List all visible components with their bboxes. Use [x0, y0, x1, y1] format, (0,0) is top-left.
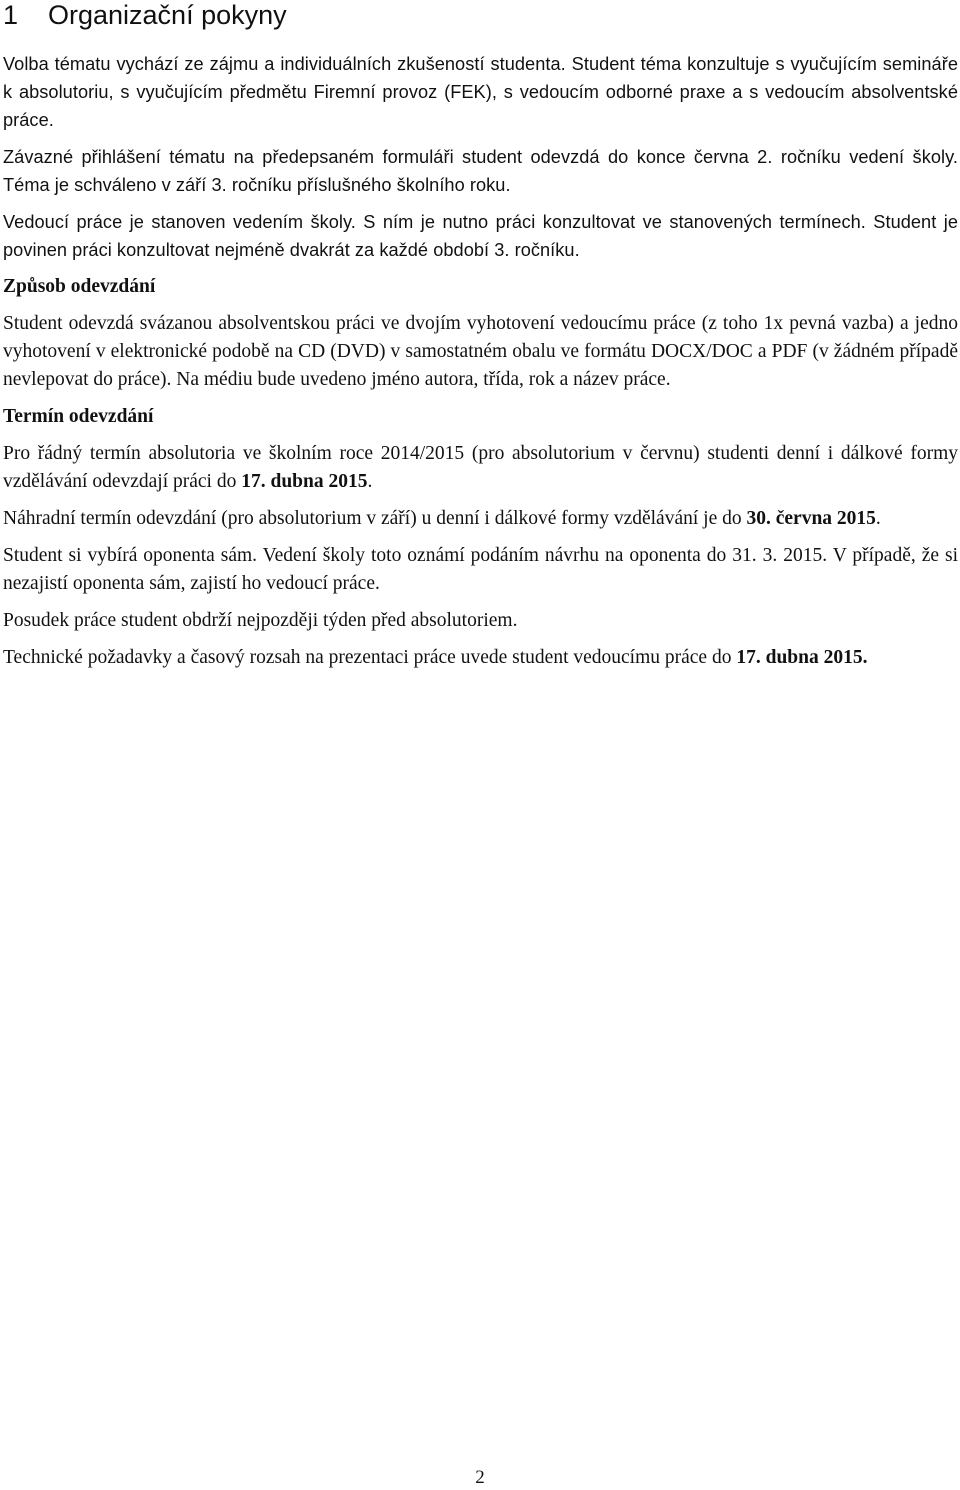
document-page — [3, 0, 958, 681]
section-title-deadline: Termín odevzdání — [3, 406, 154, 427]
deadline-p5-text: Technické požadavky a časový rozsah na prezentaci práce uvede student vedoucímu práce do — [3, 647, 737, 668]
deadline-p1-end: . — [367, 471, 373, 492]
method-paragraph: Student odevzdá svázanou absolventskou práci ve dvojím vyhotovení vedoucímu práce (z toho 1x pevná vazba) a jedno vyhotovení v elektronické podobě na CD (DVD) v samostatném obalu ve formátu DOCX/DOC a PDF (v žádném případě nevlepovat do práce). Na médiu bude uvedeno jméno autora, třída, rok a název práce. — [3, 313, 958, 390]
page-number: 2 — [475, 1467, 485, 1488]
chapter-title: Organizační pokyny — [48, 0, 287, 30]
chapter-number: 1 — [3, 0, 19, 30]
deadline-p2-end: . — [875, 508, 881, 529]
intro-paragraph-3: Vedoucí práce je stanoven vedením školy. S ním je nutno práci konzultovat ve stanovených termínech. Student je povinen práci konzultovat nejméně dvakrát za každé období 3. ročníku. — [3, 212, 958, 260]
deadline-paragraph-1 — [3, 440, 958, 496]
deadline-p5-date: 17. dubna 2015. — [736, 647, 868, 668]
section-title-method: Způsob odevzdání — [3, 276, 156, 297]
deadline-paragraph-2 — [3, 505, 958, 533]
deadline-p2-text: Náhradní termín odevzdání (pro absolutorium v září) u denní i dálkové formy vzdělávání je do — [3, 508, 747, 529]
deadline-p1-text: Pro řádný termín absolutoria ve školním roce 2014/2015 (pro absolutorium v červnu) studenti denní i dálkové formy vzdělávání odevzdají práci do — [3, 443, 958, 492]
intro-paragraph-2: Závazné přihlášení tématu na předepsaném formuláři student odevzdá do konce června 2. ročníku vedení školy. Téma je schváleno v září 3. ročníku příslušného školního roku. — [3, 147, 958, 195]
intro-paragraph-1: Volba tématu vychází ze zájmu a individuálních zkušeností studenta. Student téma konzultuje s vyučujícím semináře k absolutoriu, s vyučujícím předmětu Firemní provoz (FEK), s vedoucím odborné praxe a s vedoucím absolventské práce. — [3, 54, 958, 130]
deadline-paragraph-3: Student si vybírá oponenta sám. Vedení školy toto oznámí podáním návrhu na oponenta do 31. 3. 2015. V případě, že si nezajistí oponenta sám, zajistí ho vedoucí práce. — [3, 545, 958, 594]
deadline-p1-date: 17. dubna 2015 — [241, 471, 368, 492]
deadline-p2-date: 30. června 2015 — [746, 508, 876, 529]
chapter-heading — [3, 0, 958, 36]
deadline-paragraph-4: Posudek práce student obdrží nejpozději týden před absolutoriem. — [3, 610, 518, 631]
deadline-paragraph-5 — [3, 644, 958, 672]
